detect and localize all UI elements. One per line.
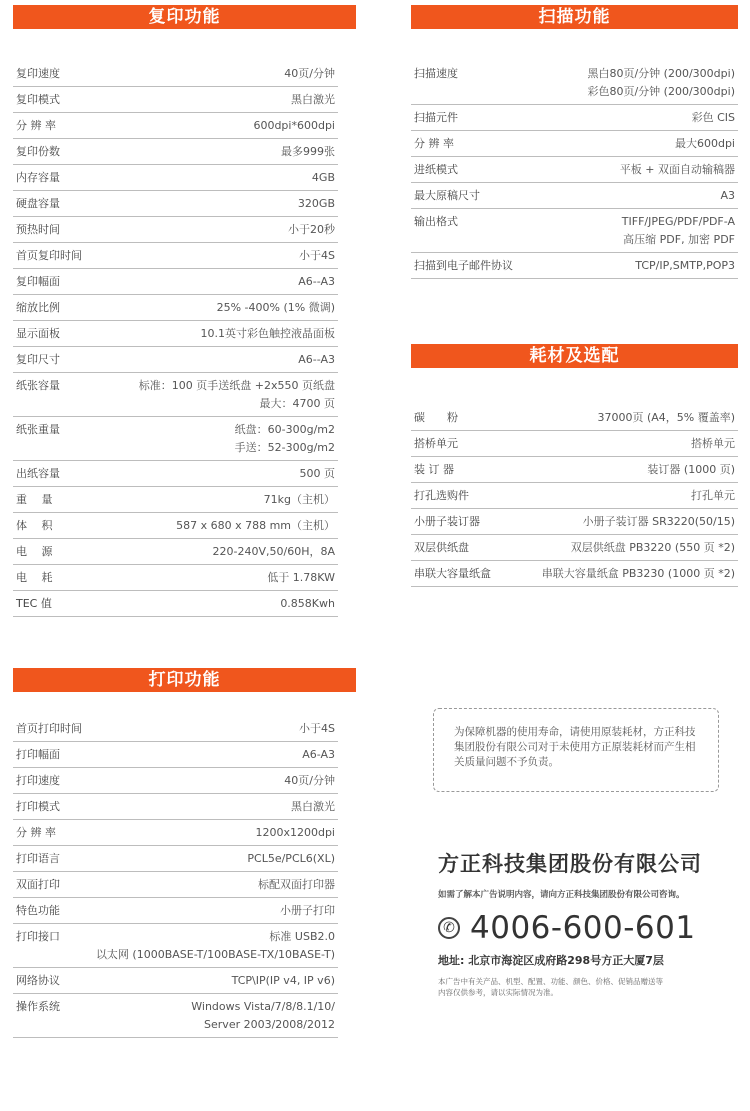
print-spec-row bbox=[13, 820, 338, 846]
spec-value: Windows Vista/7/8/8.1/10/ Server 2003/2008/2012 bbox=[191, 1000, 335, 1031]
consumables-spec-row bbox=[411, 483, 738, 509]
spec-label: 双面打印 bbox=[16, 878, 60, 891]
spec-value: 标配双面打印器 bbox=[258, 878, 335, 891]
copy-spec-row bbox=[13, 295, 338, 321]
spec-label: 打孔选购件 bbox=[414, 489, 469, 502]
spec-label: 复印模式 bbox=[16, 93, 60, 106]
copy-spec-row bbox=[13, 321, 338, 347]
print-spec-row bbox=[13, 924, 338, 968]
spec-value: 37000页 (A4，5% 覆盖率) bbox=[597, 411, 735, 424]
copy-spec-row bbox=[13, 113, 338, 139]
spec-label: 网络协议 bbox=[16, 974, 60, 987]
print-spec-row bbox=[13, 794, 338, 820]
spec-label: 体 积 bbox=[16, 519, 53, 532]
spec-value: 平板 + 双面自动输稿器 bbox=[619, 163, 735, 176]
spec-value: A6-A3 bbox=[302, 748, 335, 761]
hotline-number: 4006-600-601 bbox=[470, 910, 696, 946]
phone-icon: ✆ bbox=[438, 917, 460, 939]
spec-value: 小于20秒 bbox=[288, 223, 335, 236]
print-spec-row bbox=[13, 742, 338, 768]
copy-spec-row bbox=[13, 539, 338, 565]
original-consumables-notice bbox=[433, 708, 719, 792]
spec-value: TCP\IP(IP v4, IP v6) bbox=[231, 974, 335, 987]
spec-label: 复印速度 bbox=[16, 67, 60, 80]
scan-spec-row bbox=[411, 183, 738, 209]
print-spec-row bbox=[13, 846, 338, 872]
spec-label: 双层供纸盘 bbox=[414, 541, 469, 554]
spec-value: 最多999张 bbox=[281, 145, 335, 158]
copy-spec-row bbox=[13, 139, 338, 165]
scan-section-title: 扫描功能 bbox=[538, 7, 611, 27]
spec-label: 重 量 bbox=[16, 493, 53, 506]
print-spec-row bbox=[13, 968, 338, 994]
spec-label: 复印尺寸 bbox=[16, 353, 60, 366]
spec-label: 特色功能 bbox=[16, 904, 60, 917]
ad-disclaimer: 本广告中有关产品、机型、配置、功能、颜色、价格、促销品赠送等内容仅供参考，请以实际情况为准。 bbox=[438, 977, 663, 997]
consumables-spec-row bbox=[411, 509, 738, 535]
print-spec-row bbox=[13, 994, 338, 1038]
spec-label: 操作系统 bbox=[16, 1000, 60, 1013]
spec-label: 硬盘容量 bbox=[16, 197, 60, 210]
scan-spec-row bbox=[411, 209, 738, 253]
spec-value: 40页/分钟 bbox=[284, 67, 335, 80]
spec-value: 1200x1200dpi bbox=[255, 826, 335, 839]
spec-label: 打印速度 bbox=[16, 774, 60, 787]
copy-section-title: 复印功能 bbox=[148, 7, 221, 27]
spec-value: 600dpi*600dpi bbox=[253, 119, 335, 132]
spec-value: 587 x 680 x 788 mm（主机） bbox=[176, 519, 335, 532]
print-section-header bbox=[13, 668, 356, 692]
consumables-spec-row bbox=[411, 561, 738, 587]
spec-value: TIFF/JPEG/PDF/PDF-A 高压缩 PDF, 加密 PDF bbox=[621, 215, 735, 246]
spec-value: 220-240V,50/60H，8A bbox=[212, 545, 335, 558]
scan-spec-row bbox=[411, 253, 738, 279]
spec-label: 纸张容量 bbox=[16, 379, 60, 392]
copy-section-header bbox=[13, 5, 356, 29]
spec-label: 出纸容量 bbox=[16, 467, 60, 480]
spec-label: 小册子装订器 bbox=[414, 515, 480, 528]
consumables-spec-row bbox=[411, 431, 738, 457]
spec-label: 复印份数 bbox=[16, 145, 60, 158]
spec-value: 串联大容量纸盒 PB3230 (1000 页 *2) bbox=[541, 567, 735, 580]
copy-spec-row bbox=[13, 417, 338, 461]
company-name: 方正科技集团股份有限公司 bbox=[438, 852, 702, 876]
spec-label: 扫描元件 bbox=[414, 111, 458, 124]
spec-label: TEC 值 bbox=[16, 597, 52, 610]
spec-value: 10.1英寸彩色触控液晶面板 bbox=[200, 327, 335, 340]
spec-label: 缩放比例 bbox=[16, 301, 60, 314]
spec-value: 标准 USB2.0 以太网 (1000BASE-T/100BASE-TX/10BASE-T) bbox=[95, 930, 335, 961]
spec-value: 500 页 bbox=[299, 467, 335, 480]
print-spec-row bbox=[13, 872, 338, 898]
spec-value: PCL5e/PCL6(XL) bbox=[247, 852, 335, 865]
spec-value: A3 bbox=[720, 189, 735, 202]
consumables-spec-table bbox=[411, 405, 738, 587]
spec-value: 低于 1.78KW bbox=[267, 571, 335, 584]
spec-value: 71kg（主机） bbox=[263, 493, 335, 506]
copy-spec-row bbox=[13, 461, 338, 487]
spec-value: 小册子装订器 SR3220(50/15) bbox=[582, 515, 735, 528]
copy-spec-row bbox=[13, 513, 338, 539]
spec-label: 电 源 bbox=[16, 545, 53, 558]
spec-label: 显示面板 bbox=[16, 327, 60, 340]
spec-value: 320GB bbox=[297, 197, 335, 210]
spec-value: 0.858Kwh bbox=[280, 597, 335, 610]
spec-label: 串联大容量纸盒 bbox=[414, 567, 491, 580]
spec-value: A6--A3 bbox=[298, 275, 335, 288]
company-consult-note: 如需了解本广告说明内容，请向方正科技集团股份有限公司咨询。 bbox=[438, 890, 685, 900]
spec-value: 40页/分钟 bbox=[284, 774, 335, 787]
spec-value: A6--A3 bbox=[298, 353, 335, 366]
scan-spec-row bbox=[411, 105, 738, 131]
spec-label: 打印模式 bbox=[16, 800, 60, 813]
print-spec-table bbox=[13, 716, 338, 1038]
spec-value: 标准：100 页手送纸盘 +2x550 页纸盘 最大：4700 页 bbox=[138, 379, 335, 410]
spec-value: 搭桥单元 bbox=[691, 437, 735, 450]
copy-spec-table bbox=[13, 61, 338, 617]
spec-label: 输出格式 bbox=[414, 215, 458, 228]
copy-spec-row bbox=[13, 87, 338, 113]
spec-label: 搭桥单元 bbox=[414, 437, 458, 450]
consumables-spec-row bbox=[411, 457, 738, 483]
print-spec-row bbox=[13, 898, 338, 924]
consumables-section-title: 耗材及选配 bbox=[529, 346, 620, 366]
spec-label: 进纸模式 bbox=[414, 163, 458, 176]
spec-label: 分 辨 率 bbox=[16, 826, 56, 839]
copy-spec-row bbox=[13, 347, 338, 373]
spec-label: 纸张重量 bbox=[16, 423, 60, 436]
spec-label: 打印语言 bbox=[16, 852, 60, 865]
spec-label: 最大原稿尺寸 bbox=[414, 189, 480, 202]
spec-label: 电 耗 bbox=[16, 571, 53, 584]
spec-label: 内存容量 bbox=[16, 171, 60, 184]
spec-value: 打孔单元 bbox=[691, 489, 735, 502]
copy-spec-row bbox=[13, 487, 338, 513]
copy-spec-row bbox=[13, 191, 338, 217]
spec-label: 装 订 器 bbox=[414, 463, 454, 476]
spec-label: 首页复印时间 bbox=[16, 249, 82, 262]
scan-spec-row bbox=[411, 61, 738, 105]
scan-spec-row bbox=[411, 157, 738, 183]
spec-label: 打印幅面 bbox=[16, 748, 60, 761]
copy-spec-row bbox=[13, 165, 338, 191]
spec-value: 黑白80页/分钟 (200/300dpi) 彩色80页/分钟 (200/300dpi) bbox=[587, 67, 735, 98]
scan-spec-row bbox=[411, 131, 738, 157]
copy-spec-row bbox=[13, 591, 338, 617]
consumables-spec-row bbox=[411, 405, 738, 431]
spec-value: 黑白激光 bbox=[291, 93, 335, 106]
spec-value: 装订器 (1000 页) bbox=[647, 463, 735, 476]
spec-label: 分 辨 率 bbox=[414, 137, 454, 150]
spec-value: 小册子打印 bbox=[280, 904, 335, 917]
spec-value: 黑白激光 bbox=[291, 800, 335, 813]
print-spec-row bbox=[13, 716, 338, 742]
spec-value: 纸盘：60-300g/m2 手送：52-300g/m2 bbox=[234, 423, 335, 454]
copy-spec-row bbox=[13, 217, 338, 243]
scan-spec-table bbox=[411, 61, 738, 279]
spec-label: 打印接口 bbox=[16, 930, 60, 943]
company-address: 地址: 北京市海淀区成府路298号方正大厦7层 bbox=[438, 954, 664, 967]
notice-text: 为保障机器的使用寿命，请使用原装耗材，方正科技集团股份有限公司对于未使用方正原装耗材而产生相关质量问题不予负责。 bbox=[454, 726, 696, 768]
copy-spec-row bbox=[13, 61, 338, 87]
copy-spec-row bbox=[13, 269, 338, 295]
copy-spec-row bbox=[13, 373, 338, 417]
copy-spec-row bbox=[13, 565, 338, 591]
consumables-spec-row bbox=[411, 535, 738, 561]
spec-label: 碳 粉 bbox=[414, 411, 458, 424]
spec-label: 预热时间 bbox=[16, 223, 60, 236]
spec-value: TCP/IP,SMTP,POP3 bbox=[635, 259, 735, 272]
scan-section-header bbox=[411, 5, 738, 29]
spec-label: 复印幅面 bbox=[16, 275, 60, 288]
copy-spec-row bbox=[13, 243, 338, 269]
spec-value: 25% -400% (1% 微调) bbox=[216, 301, 335, 314]
company-info bbox=[438, 848, 738, 998]
spec-value: 4GB bbox=[311, 171, 335, 184]
spec-value: 彩色 CIS bbox=[691, 111, 735, 124]
spec-value: 小于4S bbox=[299, 722, 335, 735]
spec-label: 扫描速度 bbox=[414, 67, 458, 80]
spec-value: 双层供纸盘 PB3220 (550 页 *2) bbox=[570, 541, 735, 554]
consumables-section-header bbox=[411, 344, 738, 368]
spec-label: 扫描到电子邮件协议 bbox=[414, 259, 513, 272]
spec-label: 分 辨 率 bbox=[16, 119, 56, 132]
hotline bbox=[438, 910, 738, 946]
spec-value: 最大600dpi bbox=[674, 137, 735, 150]
print-spec-row bbox=[13, 768, 338, 794]
spec-label: 首页打印时间 bbox=[16, 722, 82, 735]
print-section-title: 打印功能 bbox=[148, 670, 221, 690]
spec-value: 小于4S bbox=[299, 249, 335, 262]
